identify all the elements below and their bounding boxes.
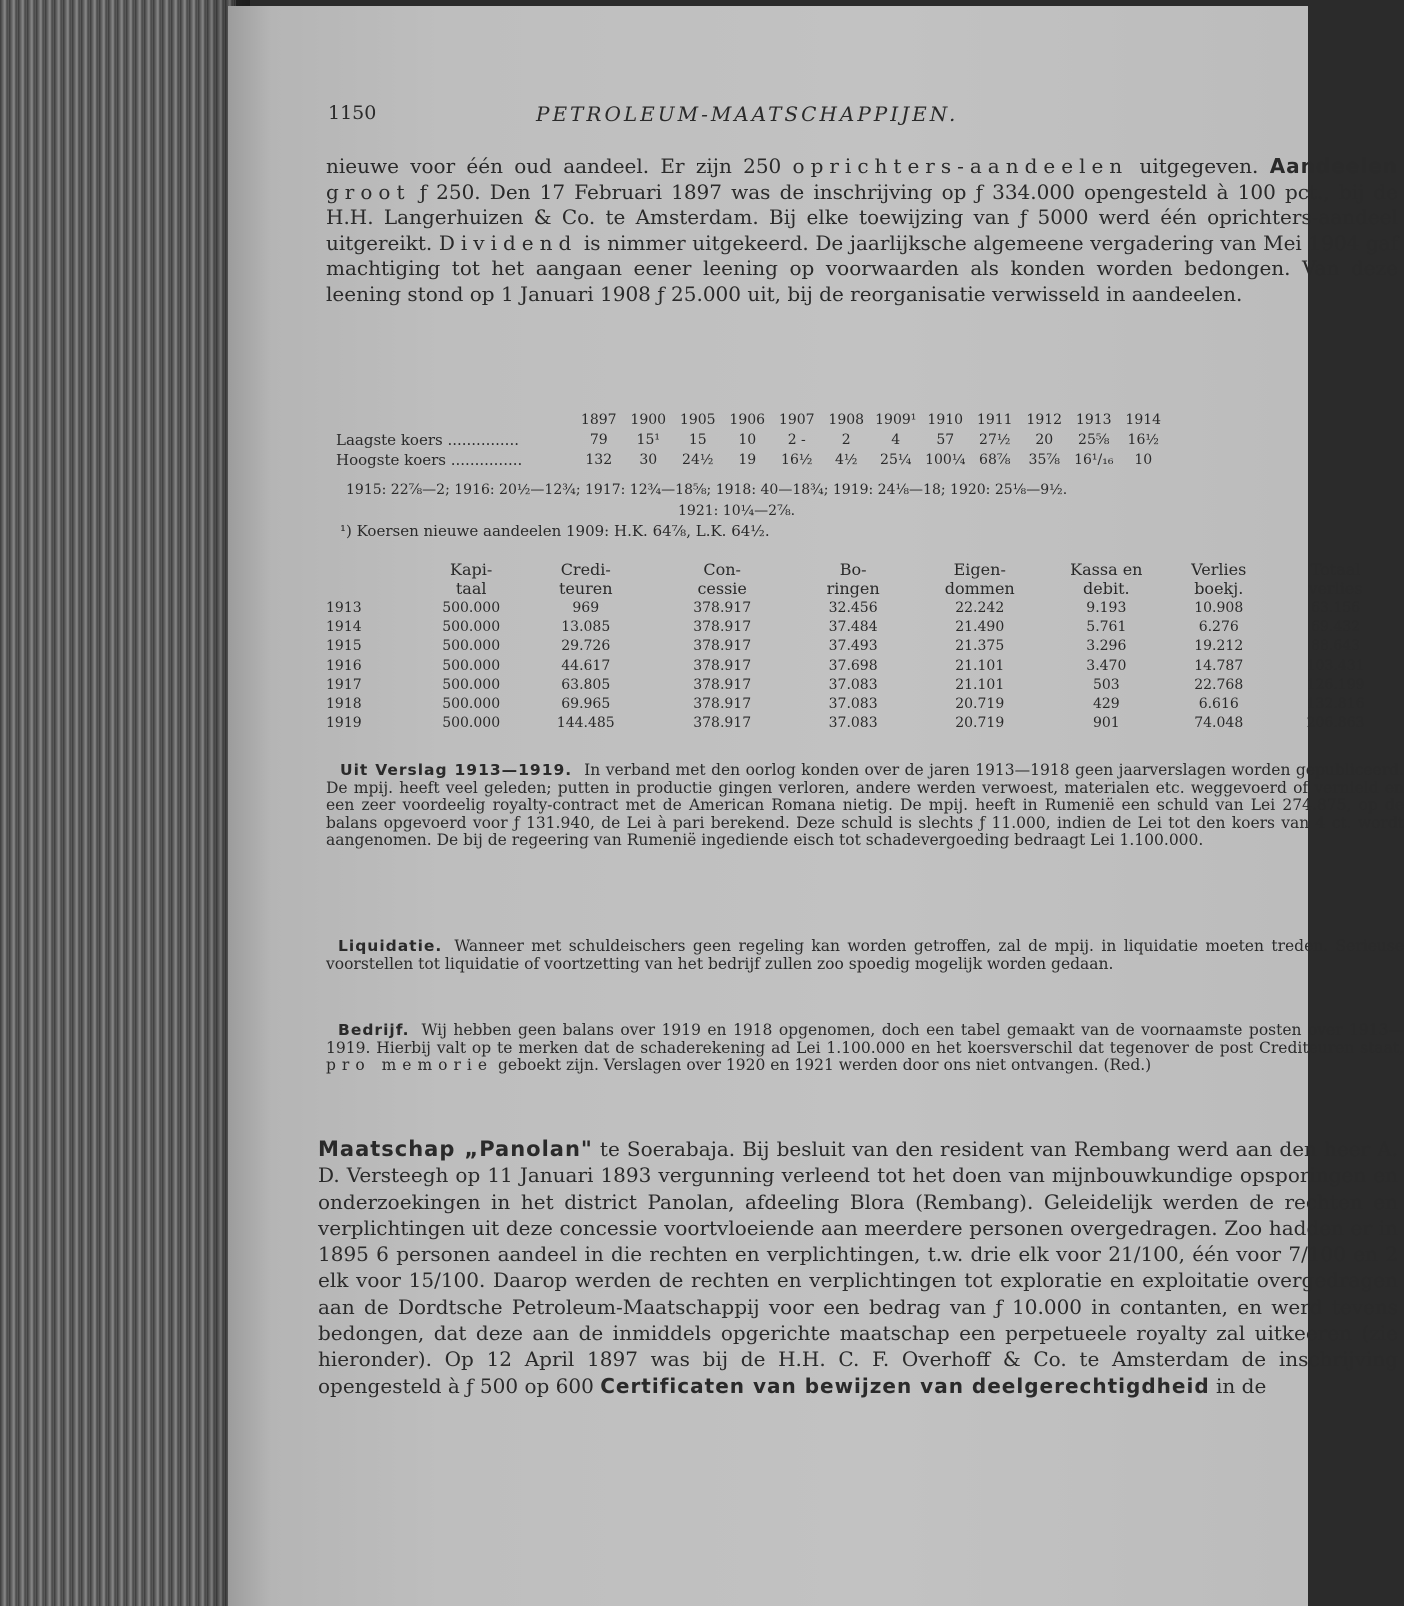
finance-value: 500.000 xyxy=(442,599,501,616)
koers-row-label: Hoogste koers ............... xyxy=(336,451,523,469)
bedrijf-spaced: pro memorie xyxy=(326,1056,494,1075)
finance-value: 378.917 xyxy=(693,618,752,635)
koers-value: 16½ xyxy=(1127,432,1159,448)
koers-value: 30 xyxy=(639,452,658,468)
finance-value: 500.000 xyxy=(442,638,501,655)
koers-value: 2 xyxy=(841,432,851,448)
koers-year: 1907 xyxy=(778,412,815,428)
finance-header-top: Kapi- xyxy=(450,560,493,579)
koers-row-label: Laagste koers ............... xyxy=(336,431,519,449)
finance-value: 500.000 xyxy=(442,657,501,674)
intro-paragraph xyxy=(326,154,1398,307)
koers-value: 10 xyxy=(738,432,757,448)
finance-value: 37.083 xyxy=(828,715,878,732)
finance-table xyxy=(326,560,1400,733)
finance-value: 500.000 xyxy=(442,618,501,635)
finance-value: 378.917 xyxy=(693,599,752,616)
finance-value: 500.000 xyxy=(442,676,501,693)
finance-value: 3.470 xyxy=(1086,657,1127,674)
finance-header-bottom: cessie xyxy=(697,579,747,598)
finance-value: 21.375 xyxy=(955,638,1005,655)
intro-spaced-dividend: Dividend xyxy=(438,230,578,255)
finance-header-bottom: verlies xyxy=(1308,579,1363,598)
table-row xyxy=(326,675,1400,694)
koers-value: 15¹ xyxy=(636,432,660,448)
finance-header-top: Credi- xyxy=(560,560,611,579)
koers-line-1: 1915: 22⅞—2; 1916: 20½—12¾; 1917: 12¾—18⅝; 1918: 40—18¾; 1919: 24⅛—18; 1920: 25⅛—9½. xyxy=(346,482,1068,498)
table-row xyxy=(326,598,1400,617)
koers-value: 24½ xyxy=(682,452,714,468)
koers-value: 57 xyxy=(936,432,955,448)
finance-value: 37.698 xyxy=(828,657,878,674)
koers-row xyxy=(336,430,1168,450)
page-number: 1150 xyxy=(328,102,377,124)
finance-value: 37.493 xyxy=(828,638,878,655)
koers-value: 4 xyxy=(891,432,901,448)
finance-value: 37.083 xyxy=(828,696,878,713)
intro-text-2: uitgegeven. xyxy=(1139,154,1259,178)
intro-text-4: is nimmer uitgekeerd. De jaarlijksche algemeene vergadering van Mei 1904 gaf machtiging tot het aangaan eener leening op voorwaarden als konden worden bedongen. Van deze leening stond op 1 Januari 1908 ƒ 25.000 uit, bij de reorganisatie verwisseld in aandeelen. xyxy=(326,230,1398,306)
koers-year: 1914 xyxy=(1125,412,1162,428)
finance-header-bottom: boekj. xyxy=(1194,579,1244,598)
finance-header-bottom xyxy=(326,579,422,598)
koers-year-row xyxy=(336,410,1168,430)
koers-year: 1910 xyxy=(927,412,964,428)
finance-value: 6.616 xyxy=(1198,696,1239,713)
finance-value: 13.085 xyxy=(561,618,611,635)
finance-header-bottom: teuren xyxy=(558,579,613,598)
finance-value: 3.296 xyxy=(1086,638,1127,655)
running-title: PETROLEUM-MAATSCHAPPIJEN. xyxy=(536,102,959,126)
finance-value: 63.805 xyxy=(561,676,611,693)
koers-value: 16½ xyxy=(781,452,813,468)
finance-value: 37.484 xyxy=(828,618,878,635)
finance-year: 1913 xyxy=(326,599,362,616)
finance-value: 378.917 xyxy=(693,696,752,713)
finance-value: 378.917 xyxy=(693,715,752,732)
finance-value: 503 xyxy=(1092,676,1120,693)
liquidatie-title: Liquidatie. xyxy=(338,937,443,955)
finance-value: 20.719 xyxy=(955,715,1005,732)
table-row xyxy=(326,714,1400,733)
finance-value: 378.917 xyxy=(693,657,752,674)
koers-year: 1909¹ xyxy=(875,412,917,428)
bedrijf-text-1: Wij hebben geen balans over 1919 en 1918 opgenomen, doch een tabel gemaakt van de voornaamste posten over 1913—1919. Hierbij valt op te merken dat de schaderekening ad Lei 1.100.000 en het koersverschil dat tegenover de post Crediteuren staat, xyxy=(326,1021,1404,1057)
koers-value: 27½ xyxy=(979,432,1011,448)
finance-value: 69.965 xyxy=(561,696,611,713)
koers-value: 2 - xyxy=(787,432,806,448)
finance-value: 9.193 xyxy=(1086,599,1127,616)
koers-line-2: 1921: 10¼—2⅞. xyxy=(678,503,796,519)
koers-value: 132 xyxy=(585,452,613,468)
finance-value: 500.000 xyxy=(442,715,501,732)
panolan-bold-certificaten: Certificaten van bewijzen van deelgerechtigdheid xyxy=(600,1373,1210,1398)
verslag-paragraph xyxy=(326,762,1404,850)
finance-header-bottom: dommen xyxy=(944,579,1015,598)
finance-value: 21.101 xyxy=(955,676,1005,693)
finance-year: 1918 xyxy=(326,696,362,713)
finance-value: 37.083 xyxy=(828,676,878,693)
koers-corner-cell xyxy=(336,410,574,430)
finance-header-row-2 xyxy=(326,579,1400,598)
finance-value: 126.199 xyxy=(1306,676,1365,693)
koers-value: 79 xyxy=(589,432,608,448)
koers-value: 15 xyxy=(688,432,707,448)
bedrijf-paragraph xyxy=(326,1022,1404,1075)
finance-year: 1916 xyxy=(326,657,362,674)
koers-year: 1913 xyxy=(1075,412,1112,428)
finance-header-top: Bo- xyxy=(839,560,867,579)
finance-header-top: Kassa en xyxy=(1070,560,1143,579)
finance-header-top: Totaal xyxy=(1310,560,1361,579)
koers-value: 25¼ xyxy=(880,452,912,468)
koers-year: 1912 xyxy=(1026,412,1063,428)
koers-year: 1905 xyxy=(679,412,716,428)
finance-value: 103.431 xyxy=(1306,657,1365,674)
finance-value: 144.485 xyxy=(556,715,615,732)
finance-value: 22.242 xyxy=(955,599,1005,616)
finance-value: 969 xyxy=(572,599,600,616)
liquidatie-paragraph xyxy=(326,938,1404,973)
finance-year: 1915 xyxy=(326,638,362,655)
finance-header-row-1 xyxy=(326,560,1400,579)
finance-value: 500.000 xyxy=(442,696,501,713)
intro-bold-aandeelen: Aandeelen xyxy=(1269,154,1399,178)
koers-value: 20 xyxy=(1035,432,1054,448)
finance-header-bottom: debit. xyxy=(1083,579,1130,598)
intro-text-3: ƒ 250. Den 17 Februari 1897 was de inschrijving op ƒ 334.000 opengesteld à 100 pct., bij de H.H. Langerhuizen & Co. te Amsterdam. Bij elke toewijzing van ƒ 5000 werd één oprichters-aandeel uitgereikt. xyxy=(326,179,1398,255)
finance-value: 21.101 xyxy=(955,657,1005,674)
panolan-title: Maatschap „Panolan" xyxy=(318,1137,593,1161)
table-row xyxy=(326,656,1400,675)
finance-value: 14.787 xyxy=(1194,657,1244,674)
finance-value: 88.643 xyxy=(1311,638,1361,655)
finance-value: 63.156 xyxy=(1311,599,1361,616)
finance-value: 206.863 xyxy=(1306,715,1365,732)
page-header xyxy=(328,102,1228,132)
finance-value: 19.212 xyxy=(1194,638,1244,655)
koers-year: 1897 xyxy=(580,412,617,428)
finance-value: 132.816 xyxy=(1306,696,1365,713)
finance-value: 44.617 xyxy=(561,657,611,674)
liquidatie-text: Wanneer met schuldeischers geen regeling kan worden getroffen, zal de mpij. in liquidatie moeten treden. Serieuse voorstellen tot liquidatie of voortzetting van het bedrijf zullen zoo spoedig mogelijk worden gedaan. xyxy=(326,937,1404,973)
finance-value: 20.719 xyxy=(955,696,1005,713)
finance-value: 901 xyxy=(1092,715,1120,732)
finance-value: 32.456 xyxy=(828,599,878,616)
finance-value: 22.768 xyxy=(1194,676,1244,693)
table-row xyxy=(326,637,1400,656)
koers-value: 19 xyxy=(738,452,757,468)
panolan-text-2: in de xyxy=(1216,1373,1267,1398)
koers-value: 25⅝ xyxy=(1078,432,1110,448)
intro-spaced-1: oprichters-aandeelen xyxy=(792,154,1129,178)
finance-header-top xyxy=(326,560,422,579)
book-page xyxy=(228,6,1404,1606)
finance-year: 1914 xyxy=(326,618,362,635)
finance-value: 6.276 xyxy=(1198,618,1239,635)
finance-year: 1917 xyxy=(326,676,362,693)
finance-header-top: Verlies xyxy=(1191,560,1247,579)
finance-value: 378.917 xyxy=(693,676,752,693)
finance-value: 21.490 xyxy=(955,618,1005,635)
koers-value: 100¼ xyxy=(925,452,966,468)
finance-header-top: Eigen- xyxy=(953,560,1006,579)
intro-text-1: nieuwe voor één oud aandeel. Er zijn 250 xyxy=(326,154,782,178)
finance-value: 74.048 xyxy=(1194,715,1244,732)
koers-year: 1911 xyxy=(976,412,1013,428)
finance-header-bottom: taal xyxy=(455,579,487,598)
koers-footnote: ¹) Koersen nieuwe aandeelen 1909: H.K. 64⅞, L.K. 64½. xyxy=(340,522,770,540)
koers-value: 16¹/₁₆ xyxy=(1074,452,1114,468)
koers-value: 35⅞ xyxy=(1028,452,1060,468)
finance-value: 10.908 xyxy=(1194,599,1244,616)
verslag-text: In verband met den oorlog konden over de jaren 1913—1918 geen jaarverslagen worden gepubliceerd. De mpij. heeft veel geleden; putten in productie gingen verloren, andere werden verwoest, materialen etc. weggevoerd of vernield en een zeer voordeelig royalty-contract met de American Romana nietig. De mpij. heeft in Rumenië een schuld van Lei 274.875, op de balans opgevoerd voor ƒ 131.940, de Lei à pari berekend. Deze schuld is slechts ƒ 11.000, indien de Lei tot den koers van 4 ct. wordt aangenomen. De bij de regeering van Rumenië ingediende eisch tot schadevergoeding bedraagt Lei 1.100.000. xyxy=(326,761,1404,850)
table-row xyxy=(326,617,1400,636)
finance-header-top: Con- xyxy=(703,560,741,579)
finance-value: 429 xyxy=(1092,696,1120,713)
finance-year: 1919 xyxy=(326,715,362,732)
panolan-text-1: te Soerabaja. Bij besluit van den resident van Rembang werd aan den heer A. D. Versteegh op 11 Januari 1893 vergunning verleend tot het doen van mijnbouwkundige opsporingen en onderzoekingen in het district Panolan, afdeeling Blora (Rembang). Geleidelijk werden de rechten en verplichtingen uit deze concessie voortvloeiende aan meerdere personen overgedragen. Zoo hadden er in 1895 6 personen aandeel in die rechten en verplichtingen, t.w. drie elk voor 21/100, één voor 7/100 en 2 elk voor 15/100. Daarop werden de rechten en verplichtingen tot exploratie en exploitatie overgedragen aan de Dordtsche Petroleum-Maatschappij voor een bedrag van ƒ 10.000 in contanten, en werd tevens bedongen, dat deze aan de inmiddels opgerichte maatschap een perpetueele royalty zal uitkeeren (zie hieronder). Op 12 April 1897 was bij de H.H. C. F. Overhoff & Co. te Amsterdam de inschrijving opengesteld à ƒ 500 op 600 xyxy=(318,1137,1398,1398)
intro-spaced-groot: groot xyxy=(326,179,411,204)
koers-year: 1906 xyxy=(729,412,766,428)
koers-table xyxy=(336,410,1168,470)
koers-value: 10 xyxy=(1134,452,1153,468)
koers-year: 1908 xyxy=(828,412,865,428)
finance-value: 5.761 xyxy=(1086,618,1127,635)
table-row xyxy=(326,694,1400,713)
koers-value: 4½ xyxy=(835,452,858,468)
finance-value: 69.432 xyxy=(1311,618,1361,635)
koers-row xyxy=(336,450,1168,470)
bedrijf-title: Bedrijf. xyxy=(338,1021,410,1039)
finance-header-bottom: ringen xyxy=(826,579,880,598)
koers-year: 1900 xyxy=(630,412,667,428)
bedrijf-text-2: geboekt zijn. Verslagen over 1920 en 1921 werden door ons niet ontvangen. (Red.) xyxy=(497,1056,1152,1075)
panolan-paragraph xyxy=(318,1136,1398,1399)
finance-value: 29.726 xyxy=(561,638,611,655)
koers-value: 68⅞ xyxy=(979,452,1011,468)
finance-value: 378.917 xyxy=(693,638,752,655)
verslag-title: Uit Verslag 1913—1919. xyxy=(340,761,573,779)
